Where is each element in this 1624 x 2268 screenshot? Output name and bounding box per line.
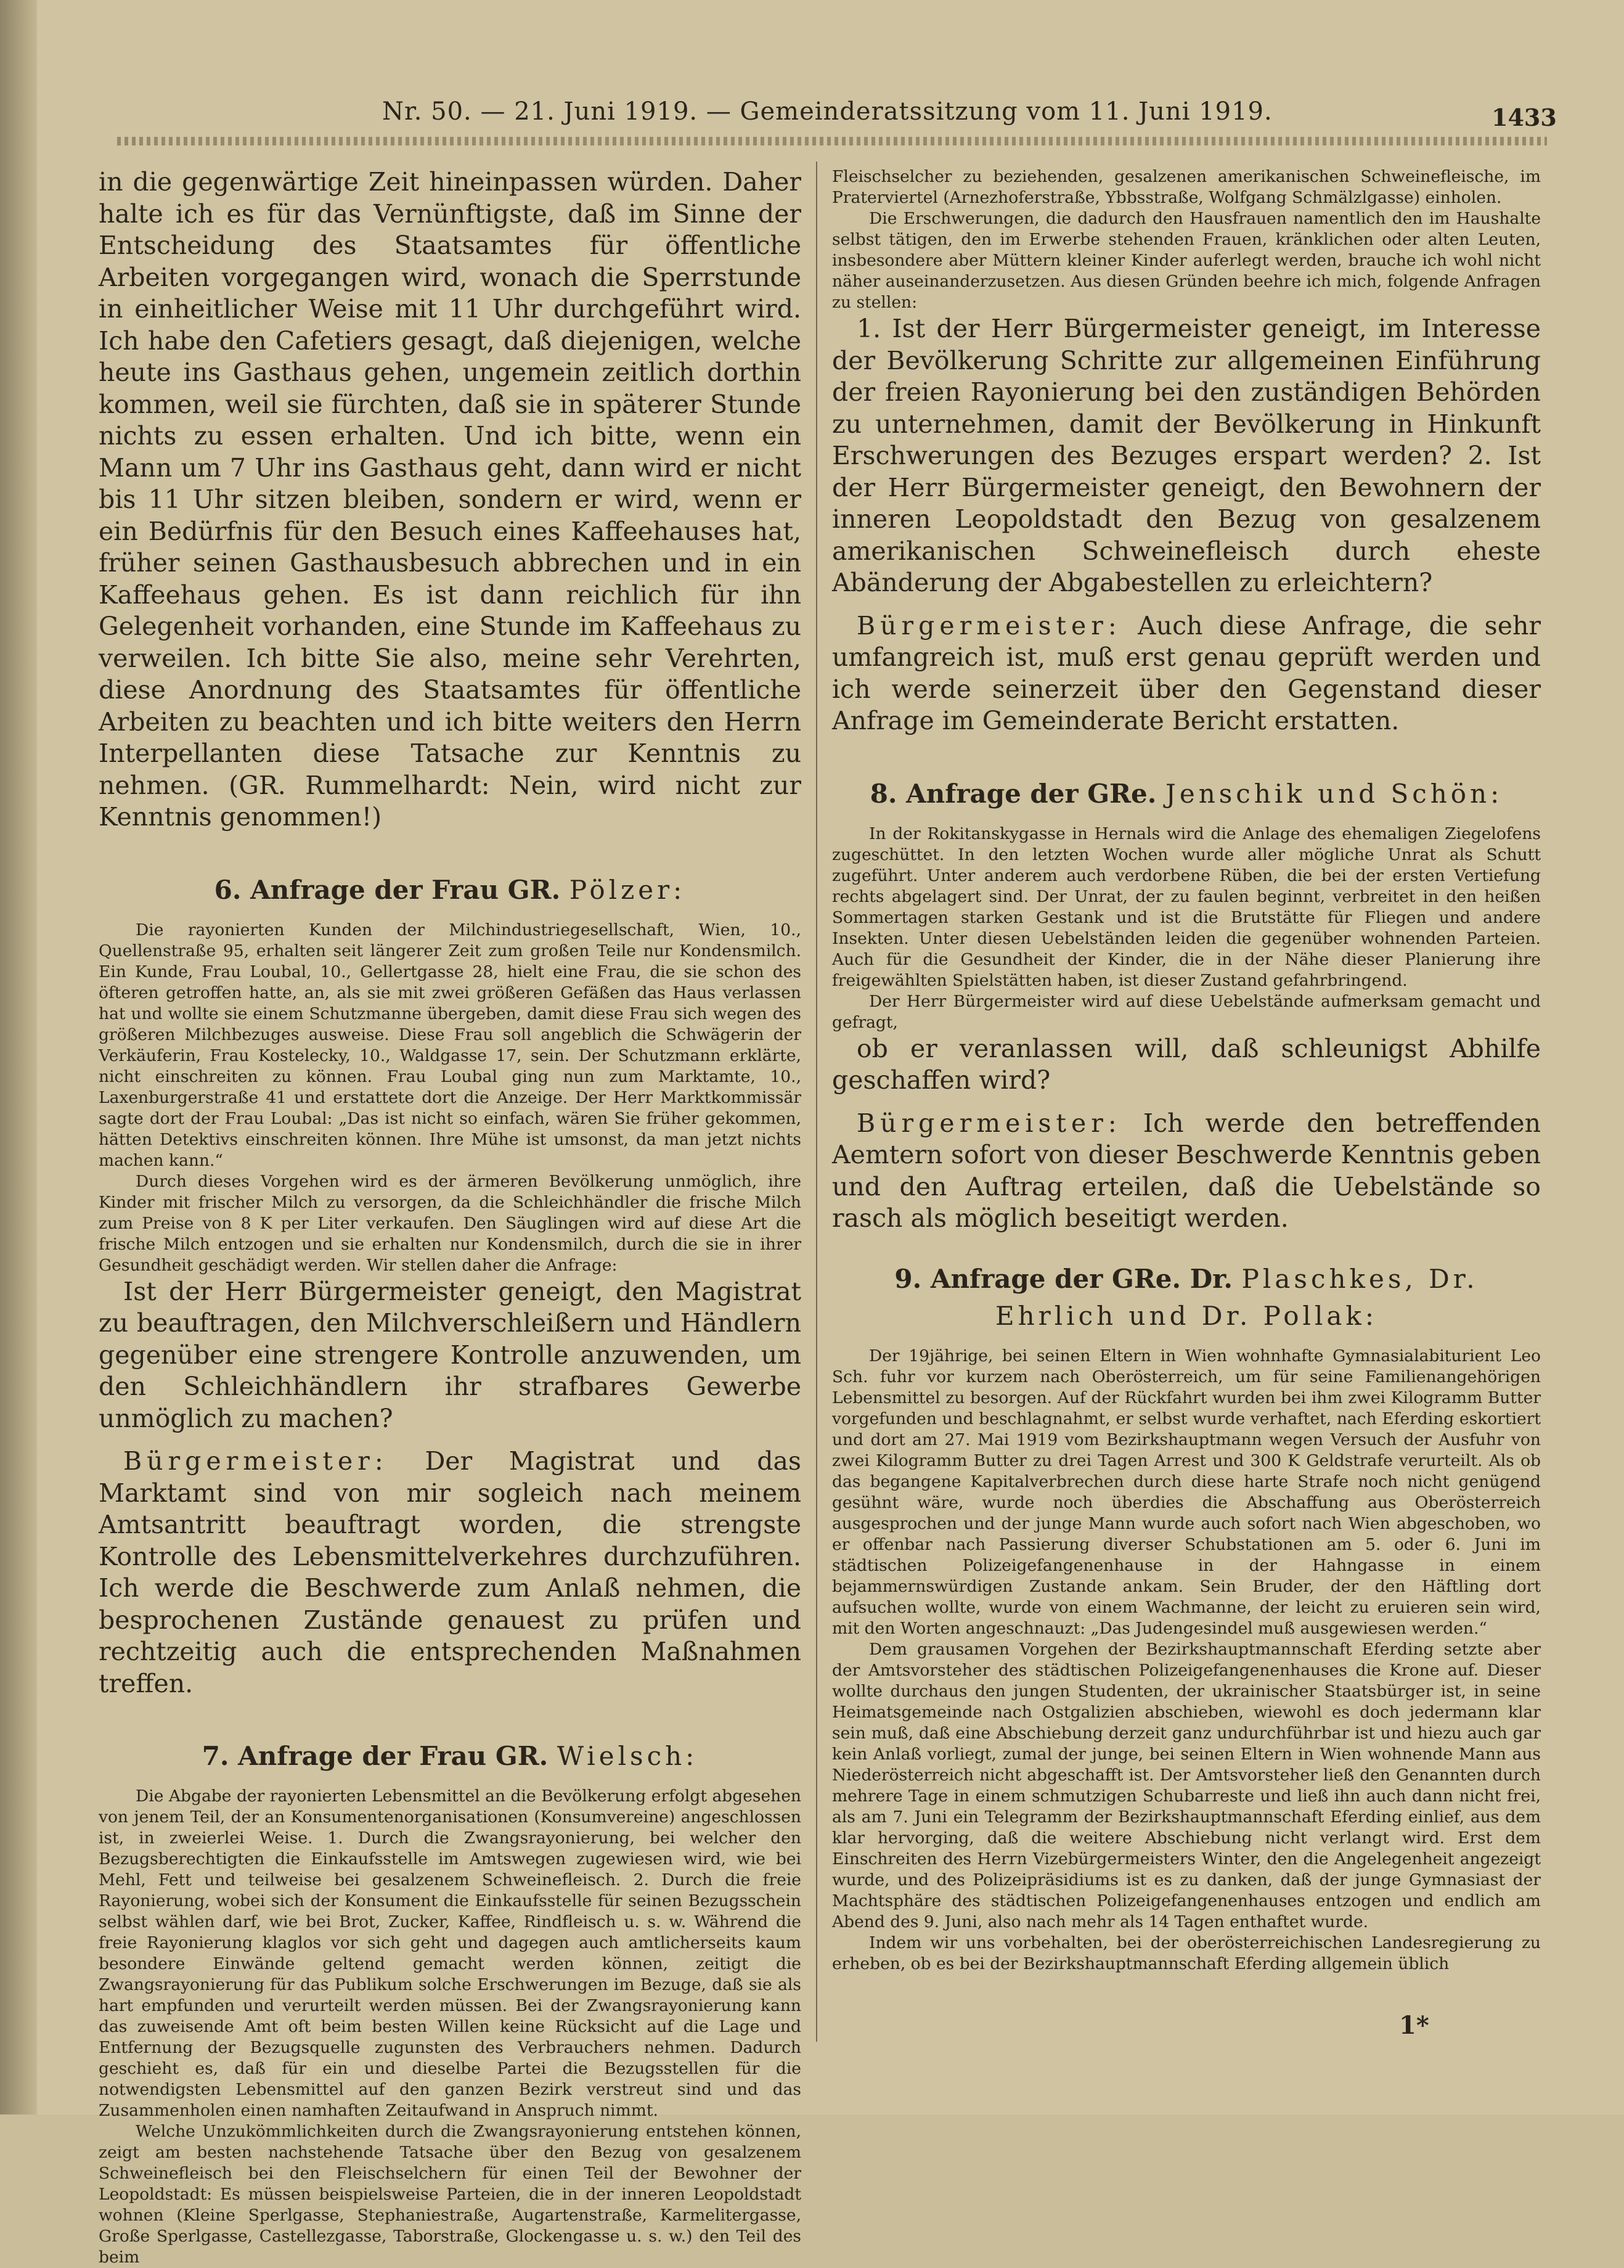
question-8-answer [832,1108,1541,1235]
question-8-question: ob er veranlassen will, daß schleunigst Abhilfe geschaffen wird? [832,1033,1541,1095]
left-column [99,166,801,2268]
question-7-answer-speaker: Bürgermeister: [857,610,1122,641]
right-column [832,166,1541,1975]
question-9-heading-prefix: 9. Anfrage der GRe. Dr. [894,1263,1233,1294]
question-7-continued: Fleischselcher zu beziehenden, gesalzenen amerikanischen Schweinefleische, im Praterviertel (Arnezhoferstraße, Ybbsstraße, Wolfgang Schmälzlgasse) einholen. [832,167,1541,207]
question-7-continued-2: Die Erschwerungen, die dadurch den Hausfrauen namentlich den im Haushalte selbst tätigen, den im Erwerbe stehenden Frauen, kränklichen oder alten Leuten, insbesondere aber Müttern kleiner Kinder auferlegt werden, brauche ich wohl nicht näher auseinanderzusetzen. Aus diesen Gründen beehre ich mich, folgende Anfragen zu stellen: [832,209,1541,312]
question-9-body-2: Dem grausamen Vorgehen der Bezirkshauptmannschaft Eferding setzte aber der Amtsvorsteher des städtischen Polizeigefangenenhauses die Krone auf. Dieser wollte durchaus den jungen Studenten, der ukrainischer Staatsbürger ist, in seine Heimatsgemeinde nach Ostgalizien abschieben, wiewohl es doch jedermann klar sein muß, daß eine Abschiebung derzeit ganz undurchführbar ist und hiezu auch gar kein Anlaß vorliegt, zumal der junge, bei seinen Eltern in Wien wohnende Mann aus Niederösterreich nicht abgeschafft ist. Der Amtsvorsteher ließ den Genannten durch mehrere Tage in einem schmutzigen Schubarreste und ließ ihn auch dann nicht frei, als am 7. Juni ein Telegramm der Bezirkshauptmannschaft Eferding einlief, aus dem klar hervorging, daß die weitere Abschiebung nicht verlangt wird. Erst dem Einschreiten des Herrn Vizebürgermeisters Winter, den die Angelegenheit angezeigt wurde, und des Polizeipräsidiums ist es zu danken, daß der junge Gymnasiast der Machtsphäre des städtischen Polizeigefangenenhauses entzogen und endlich am Abend des 9. Juni, also nach mehr als 14 Tagen enthaftet wurde. [832,1639,1541,1931]
question-8-heading [832,776,1541,813]
question-8-answer-speaker: Bürgermeister: [857,1108,1122,1138]
question-6-answer-text: Der Magistrat und das Marktamt sind von mir sogleich nach meinem Amtsantritt beauftragt worden, die strengste Kontrolle des Lebensmittelverkehres durchzuführen. Ich werde die Beschwerde zum Anlaß nehmen, die besprochenen Zustände genauest zu prüfen und rechtzeitig auch die entsprechenden Maßnahmen treffen. [99,1446,801,1698]
question-7-question: 1. Ist der Herr Bürgermeister geneigt, im Interesse der Bevölkerung Schritte zur allgemeinen Einführung der freien Rayonierung bei den zuständigen Behörden zu unternehmen, damit der Bevölkerung in Hinkunft Erschwerungen des Bezuges erspart werden? 2. Ist der Herr Bürgermeister geneigt, den Bewohnern der inneren Leopoldstadt den Bezug von gesalzenem amerikanischen Schweinefleisch durch eheste Abänderung der Abgabestellen zu erleichtern? [832,314,1541,597]
question-6-body: Die rayonierten Kunden der Milchindustriegesellschaft, Wien, 10., Quellenstraße 95, erhalten seit längerer Zeit zum großen Teile nur Kondensmilch. Ein Kunde, Frau Loubal, 10., Gellertgasse 28, hielt eine Frau, die sie schon des öfteren getroffen hatte, an, als sie mit zwei größeren Gefäßen das Haus verlassen hat und wollte sie einem Schutzmanne übergeben, damit diese Frau sich wegen des größeren Milchbezuges ausweise. Diese Frau soll angeblich die Schwägerin der Verkäuferin, Frau Kostelecky, 10., Waldgasse 17, sein. Der Schutzmann erklärte, nicht einschreiten zu können. Frau Loubal ging nun zum Marktamte, 10., Laxenburgerstraße 41 und erstattete dort die Anzeige. Der Herr Marktkommissär sagte dort der Frau Loubal: „Das ist nicht so einfach, wären Sie früher gekommen, hätten Detektivs einschreiten können. Ihre Mühe ist umsonst, da man jetzt nichts machen kann.“ [99,920,801,1170]
question-7-body-2: Welche Unzukömmlichkeiten durch die Zwangsrayonierung entstehen können, zeigt am besten nachstehende Tatsache über den Bezug von gesalzenem Schweinefleisch bei den Fleischselchern für einen Teil der Bewohner der Leopoldstadt: Es müssen beispielsweise Parteien, die in der inneren Leopoldstadt wohnen (Kleine Sperlgasse, Stephaniestraße, Augartenstraße, Karmelitergasse, Große Sperlgasse, Castellezgasse, Taborstraße, Glockengasse u. s. w.) den Teil des beim [99,2122,801,2267]
question-7-heading-name: Wielsch: [557,1741,698,1771]
question-6-answer [99,1446,801,1700]
question-9-body: Der 19jährige, bei seinen Eltern in Wien wohnhafte Gymnasialabiturient Leo Sch. fuhr vor kurzem nach Oberösterreich, um für seine Familienangehörigen Lebensmittel zu besorgen. Auf der Rückfahrt wurden bei ihm zwei Kilogramm Butter vorgefunden und beschlagnahmt, er selbst wurde verhaftet, nach Eferding eskortiert und dort am 27. Mai 1919 vom Bezirkshauptmann wegen Versuch der Ausfuhr von zwei Kilogramm Butter zu drei Tagen Arrest und 300 K Geldstrafe verurteilt. Als ob das begangene Kapitalverbrechen durch diese harte Strafe noch nicht genügend gesühnt wäre, wurde noch überdies die Abschaffung aus Oberösterreich ausgesprochen und der junge Mann wurde auch sofort nach Wien abgeschoben, wo er offenbar nach Passierung diverser Schubstationen am 5. oder 6. Juni im städtischen Polizeigefangenenhause in der Hahngasse in einem bejammernswürdigen Zustande ankam. Sein Bruder, der den Häftling dort aufsuchen wollte, wurde von einem Wachmanne, der leicht zu eruieren sein wird, mit den Worten angeschnauzt: „Das Judengesindel muß ausgewiesen werden.“ [832,1346,1541,1638]
question-7-answer-text: Auch diese Anfrage, die sehr umfangreich ist, muß erst genau geprüft werden und ich werde seinerzeit über den Gegenstand dieser Anfrage im Gemeinderate Bericht erstatten. [832,610,1541,735]
question-8-heading-name: Jenschik und Schön: [1165,778,1503,809]
question-9-heading-name: Plaschkes, Dr. Ehrlich und Dr. Pollak: [995,1263,1479,1331]
question-6-question: Ist der Herr Bürgermeister geneigt, den Magistrat zu beauftragen, den Milchverschleißern und Händlern gegenüber eine strengere Kontrolle anzuwenden, um den Schleichhändlern ihr strafbares Gewerbe unmöglich zu machen? [99,1276,801,1433]
question-7-heading [99,1738,801,1775]
question-6-body-2: Durch dieses Vorgehen wird es der ärmeren Bevölkerung unmöglich, ihre Kinder mit frischer Milch zu versorgen, da die Schleichhändler die frische Milch zum Preise von 8 K per Liter verkaufen. Den Säuglingen wird auf diese Art die frische Milch entzogen und sie erhalten nur Kondensmilch, durch die sie in ihrer Gesundheit geschädigt werden. Wir stellen daher die Anfrage: [99,1171,801,1275]
intro-paragraph: in die gegenwärtige Zeit hineinpassen würden. Daher halte ich es für das Vernünftigste, daß im Sinne der Entscheidung des Staatsamtes für öffentliche Arbeiten vorgegangen wird, wonach die Sperrstunde in einheitlicher Weise mit 11 Uhr durchgeführt wird. Ich habe den Cafetiers gesagt, daß diejenigen, welche heute ins Gasthaus gehen, ungemein zeitlich dorthin kommen, weil sie fürchten, daß sie in späterer Stunde nichts zu essen erhalten. Und ich bitte, wenn ein Mann um 7 Uhr ins Gasthaus geht, dann wird er nicht bis 11 Uhr sitzen bleiben, sondern er wird, wenn er ein Bedürfnis für den Besuch eines Kaffeehauses hat, früher seinen Gasthausbesuch abbrechen und in ein Kaffeehaus gehen. Es ist dann reichlich für ihn Gelegenheit vorhanden, eine Stunde im Kaffeehaus zu verweilen. Ich bitte Sie also, meine sehr Verehrten, diese Anordnung des Staatsamtes für öffentliche Arbeiten zu beachten und ich bitte weiters den Herrn Interpellanten diese Tatsache zur Kenntnis zu nehmen. (GR. Rummelhardt: Nein, wird nicht zur Kenntnis genommen!) [99,167,801,832]
page-number: 1433 [1491,104,1557,131]
question-7-answer [832,610,1541,737]
question-8-body-2: Der Herr Bürgermeister wird auf diese Uebelstände aufmerksam gemacht und gefragt, [832,991,1541,1032]
question-8-answer-text: Ich werde den betreffenden Aemtern sofort von dieser Beschwerde Kenntnis geben und den Auftrag erteilen, daß die Uebelstände so rasch als möglich beseitigt werden. [832,1108,1541,1233]
column-divider [816,162,817,2042]
question-6-heading-prefix: 6. Anfrage der Frau GR. [214,874,561,905]
question-7-heading-prefix: 7. Anfrage der Frau GR. [202,1741,549,1771]
header-rule [117,137,1547,145]
question-9-heading [832,1261,1541,1335]
question-6-answer-speaker: Bürgermeister: [123,1446,388,1476]
question-6-heading-name: Pölzer: [569,874,686,905]
question-7-body: Die Abgabe der rayonierten Lebensmittel an die Bevölkerung erfolgt abgesehen von jenem Teil, der an Konsumentenorganisationen (Konsumvereine) angeschlossen ist, in zweierlei Weise. 1. Durch die Zwangsrayonierung, bei welcher den Bezugsberechtigten die Einkaufsstelle im Amtswegen zugewiesen wird, wie bei Mehl, Fett und teilweise bei gesalzenem Schweinefleisch. 2. Durch die freie Rayonierung, wobei sich der Konsument die Einkaufsstelle für seinen Bezugsschein selbst wählen darf, wie bei Brot, Zucker, Kaffee, Rindfleisch u. s. w. Während die freie Rayonierung klaglos vor sich geht und dagegen auch amtlicherseits kaum besondere Einwände geltend gemacht werden können, zeitigt die Zwangsrayonierung für das Publikum solche Erschwerungen im Bezuge, daß sie als hart empfunden und verurteilt werden müssen. Bei der Zwangsrayonierung kann das zuweisende Amt oft beim besten Willen keine Rücksicht auf die Lage und Entfernung der Bezugsquelle zugunsten des Verbrauchers nehmen. Dadurch geschieht es, daß für ein und dieselbe Partei die Bezugsstellen für die notwendigsten Lebensmittel auf den ganzen Bezirk verstreut sind und das Zusammenholen einen namhaften Zeitaufwand in Anspruch nimmt. [99,1787,801,2120]
question-9-body-3: Indem wir uns vorbehalten, bei der oberösterreichischen Landesregierung zu erheben, ob es bei der Bezirkshauptmannschaft Eferding allgemein üblich [832,1933,1541,1973]
question-8-heading-prefix: 8. Anfrage der GRe. [870,778,1157,809]
question-8-body: In der Rokitanskygasse in Hernals wird die Anlage des ehemaligen Ziegelofens zugeschüttet. In den letzten Wochen wurde aller mögliche Unrat als Schutt zugeführt. Unter anderem auch verdorbene Rüben, die bei der ersten Vertiefung rechts abgelagert sind. Der Unrat, der zu faulen beginnt, verbreitet in den heißen Sommertagen starken Gestank und ist die Brutstätte für Fliegen und andere Insekten. Unter diesen Uebelständen leiden die gegenüber wohnenden Parteien. Auch für die Gesundheit der Kinder, die in der Nähe dieser Planierung ihre freigewählten Spielstätten haben, ist dieser Zustand gefahrbringend. [832,824,1541,990]
running-title: Nr. 50. — 21. Juni 1919. — Gemeinderatssitzung vom 11. Juni 1919. [382,97,1273,126]
question-6-heading [99,872,801,909]
signature-mark: 1* [1399,2011,1429,2040]
